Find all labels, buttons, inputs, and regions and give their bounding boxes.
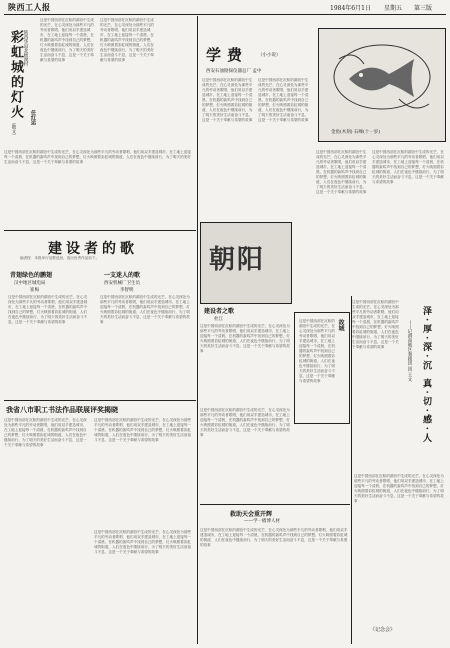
song1-author: 汉中地区城电局 (14, 281, 46, 286)
paper-name: 陕西工人报 (8, 2, 51, 12)
song2-author-name: 李智明 (120, 288, 134, 293)
banner-body: 这是中国西部在沉积的湖泊中生成的光芒，在心灵深处为那些平凡的劳动者歌唱，他们用双手建造城市，在工地上迎接每一个清晨，在机器的轰鸣声中找到自己的梦想，灯火映照着彩虹城的街道，人们在夜色中继续前行，为了明天的美好生活而奋斗不息，这是一个关于奉献与希望的故事 (352, 300, 399, 349)
songs-rule-top (4, 230, 196, 231)
xuefei-author: 西安石油勘探仪器总厂 孟中 (206, 69, 262, 74)
rainbow-note: （散文） (11, 120, 16, 138)
xuefei-body-1: 这是中国西部在沉积的湖泊中生成的光芒，在心灵深处为那些平凡的劳动者歌唱，他们用双手建造城市，在工地上迎接每一个清晨，在机器的轰鸣声中找到自己的梦想，灯火映照着彩虹城的街道，人们在夜色中继续前行，为了明天的美好生活而奋斗不息，这是一个关于奉献与希望的故事 (202, 78, 253, 122)
song2-title: 一支迷人的歌 (104, 272, 141, 279)
song2-author: 西安机械厂卫生员 (104, 281, 140, 286)
calligraphy-body-2: 这是中国西部在沉积的湖泊中生成的光芒，在心灵深处为那些平凡的劳动者歌唱，他们用双手建造城市，在工地上迎接每一个清晨，在机器的轰鸣声中找到自己的梦想，灯火映照着彩虹城的街道，人们在夜色中继续前行，为了明天的美好生活而奋斗不息，这是一个关于奉献与希望的故事 (94, 418, 192, 442)
song1-author-name: 崔梅 (30, 288, 39, 293)
song1-title: 青翅绿色的鹏翅 (10, 272, 53, 279)
calligraphy-image (200, 222, 292, 304)
songs-section-title: 建设者的歌 (48, 241, 138, 257)
column-rule-1 (197, 16, 198, 644)
xuefei-title: 学费 (206, 46, 249, 64)
poem-box (294, 312, 350, 424)
calligraphy-mark: 朝阳 (209, 245, 266, 275)
rescue-subtitle: ——学一樯博人材 (244, 519, 280, 524)
issue-date: 1984年6月1日 (330, 5, 371, 12)
issue-weekday: 星期五 (384, 5, 403, 12)
calligraphy-banner: 我省八市职工书法作品联展评奖揭晓 (6, 405, 118, 414)
right-bottom-body: 这是中国西部在沉积的湖泊中生成的光芒，在心灵深处为那些平凡的劳动者歌唱，他们用双手建造城市，在工地上迎接每一个清晨，在机器的轰鸣声中找到自己的梦想，灯火映照着彩虹城的街道，人们在夜色中继续前行，为了明天的美好生活而奋斗不息，这是一个关于奉献与希望的故事 (354, 474, 444, 503)
calligraphy-body-3: 这是中国西部在沉积的湖泊中生成的光芒，在心灵深处为那些平凡的劳动者歌唱，他们用双手建造城市，在工地上迎接每一个清晨，在机器的轰鸣声中找到自己的梦想，灯火映照着彩虹城的街道，人们在夜色中继续前行，为了明天的美好生活而奋斗不息，这是一个关于奉献与希望的故事 (94, 530, 192, 554)
rainbow-body: 这是中国西部在沉积的湖泊中生成的光芒，在心灵深处为那些平凡的劳动者歌唱，他们用双手建造城市，在工地上迎接每一个清晨，在机器的轰鸣声中找到自己的梦想，灯火映照着彩虹城的街道，人们在夜色中继续前行，为了明天的美好生活而奋斗不息，这是一个关于奉献与希望的故事 (40, 18, 94, 62)
xuefei-body-2: 这是中国西部在沉积的湖泊中生成的光芒，在心灵深处为那些平凡的劳动者歌唱，他们用双手建造城市，在工地上迎接每一个清晨，在机器的轰鸣声中找到自己的梦想，灯火映照着彩虹城的街道，人们在夜色中继续前行，为了明天的美好生活而奋斗不息，这是一个关于奉献与希望的故事 (258, 78, 309, 122)
calligraphy-body-1: 这是中国西部在沉积的湖泊中生成的光芒，在心灵深处为那些平凡的劳动者歌唱，他们用双手建造城市，在工地上迎接每一个清晨，在机器的轰鸣声中找到自己的梦想，灯火映照着彩虹城的街道，人们在夜色中继续前行，为了明天的美好生活而奋斗不息，这是一个关于奉献与希望的故事 (4, 418, 87, 447)
song1-body: 这是中国西部在沉积的湖泊中生成的光芒，在心灵深处为那些平凡的劳动者歌唱，他们用双手建造城市，在工地上迎接每一个清晨，在机器的轰鸣声中找到自己的梦想，灯火映照着彩虹城的街道，人们在夜色中继续前行，为了明天的美好生活而奋斗不息，这是一个关于奉献与希望的故事 (8, 295, 88, 324)
song2-body: 这是中国西部在沉积的湖泊中生成的光芒，在心灵深处为那些平凡的劳动者歌唱，他们用双手建造城市，在工地上迎接每一个清晨，在机器的轰鸣声中找到自己的梦想，灯火映照着彩虹城的街道，人们在夜色中继续前行，为了明天的美好生活而奋斗不息，这是一个关于奉献与希望的故事 (100, 295, 190, 324)
small-title: 《记念会》 (370, 627, 396, 633)
rainbow-body-2: 这是中国西部在沉积的湖泊中生成的光芒，在心灵深处为那些平凡的劳动者歌唱，他们用双手建造城市，在工地上迎接每一个清晨，在机器的轰鸣声中找到自己的梦想，灯火映照着彩虹城的街道，人们在夜色中继续前行，为了明天的美好生活而奋斗不息，这是一个关于奉献与希望的故事 (100, 18, 154, 62)
poem-body: 这是中国西部在沉积的湖泊中生成的光芒，在心灵深处为那些平凡的劳动者歌唱，他们用双手建造城市，在工地上迎接每一个清晨，在机器的轰鸣声中找到自己的梦想，灯火映照着彩虹城的街道，人们在夜色中继续前行，为了明天的美好生活而奋斗不息，这是一个关于奉献与希望的故事 (299, 319, 335, 383)
woodcut-image (318, 28, 446, 142)
song3-title: 建设者之歌 (204, 308, 235, 315)
rainbow-author: 任红运 (30, 110, 36, 125)
vertical-banner-sub: ——记渭南地区秦剧团 团 王文 (407, 320, 412, 382)
rainbow-title: 彩虹城的灯火 (8, 30, 23, 120)
song3-body: 这是中国西部在沉积的湖泊中生成的光芒，在心灵深处为那些平凡的劳动者歌唱，他们用双手建造城市，在工地上迎接每一个清晨，在机器的轰鸣声中找到自己的梦想，灯火映照着彩虹城的街道，人们在夜色中继续前行，为了明天的美好生活而奋斗不息，这是一个关于奉献与希望的故事 (200, 324, 290, 353)
xuefei-body-4: 这是中国西部在沉积的湖泊中生成的光芒，在心灵深处为那些平凡的劳动者歌唱，他们用双手建造城市，在工地上迎接每一个清晨，在机器的轰鸣声中找到自己的梦想，灯火映照着彩虹城的街道，人们在夜色中继续前行，为了明天的美好生活而奋斗不息，这是一个关于奉献与希望的故事 (372, 150, 444, 184)
xuefei-body-3: 这是中国西部在沉积的湖泊中生成的光芒，在心灵深处为那些平凡的劳动者歌唱，他们用双手建造城市，在工地上迎接每一个清晨，在机器的轰鸣声中找到自己的梦想，灯火映照着彩虹城的街道，人们在夜色中继续前行，为了明天的美好生活而奋斗不息，这是一个关于奉献与希望的故事 (316, 150, 367, 194)
rescue-rule (200, 504, 350, 505)
calligraphy-rule (4, 400, 196, 401)
masthead (0, 0, 450, 14)
poem-title: 故城 (337, 319, 344, 331)
song3-author: 杜江 (214, 317, 223, 322)
page-number: 第三版 (414, 5, 433, 12)
woodcut-caption: 金鱼(木刻) 石峰(十一岁) (331, 130, 380, 135)
rescue-title: 救助天会重开辉 (230, 511, 273, 518)
goldfish-icon (319, 29, 445, 129)
middle-body-1: 这是中国西部在沉积的湖泊中生成的光芒，在心灵深处为那些平凡的劳动者歌唱，他们用双手建造城市，在工地上迎接每一个清晨，在机器的轰鸣声中找到自己的梦想，灯火映照着彩虹城的街道，人们在夜色中继续前行，为了明天的美好生活而奋斗不息，这是一个关于奉献与希望的故事 (200, 408, 290, 437)
column-rule-2 (351, 296, 352, 644)
rescue-body: 这是中国西部在沉积的湖泊中生成的光芒，在心灵深处为那些平凡的劳动者歌唱，他们用双手建造城市，在工地上迎接每一个清晨，在机器的轰鸣声中找到自己的梦想，灯火映照着彩虹城的街道，人们在夜色中继续前行，为了明天的美好生活而奋斗不息，这是一个关于奉献与希望的故事 (200, 528, 348, 547)
masthead-rule (4, 14, 446, 15)
vertical-banner: 泽·厚·深·沉 真·切·感·人 (421, 306, 431, 445)
songs-editor-note: 编者按：本报举行征歌选登，选出优秀作品如下。 (20, 256, 100, 260)
xuefei-subtitle: （小小说） (258, 53, 281, 58)
rainbow-body-3: 这是中国西部在沉积的湖泊中生成的光芒，在心灵深处为那些平凡的劳动者歌唱，他们用双手建造城市，在工地上迎接每一个清晨，在机器的轰鸣声中找到自己的梦想，灯火映照着彩虹城的街道，人们在夜色中继续前行，为了明天的美好生活而奋斗不息，这是一个关于奉献与希望的故事 (4, 150, 191, 164)
rainbow-subtitle: 陕西华县北极渡村 (23, 30, 28, 66)
